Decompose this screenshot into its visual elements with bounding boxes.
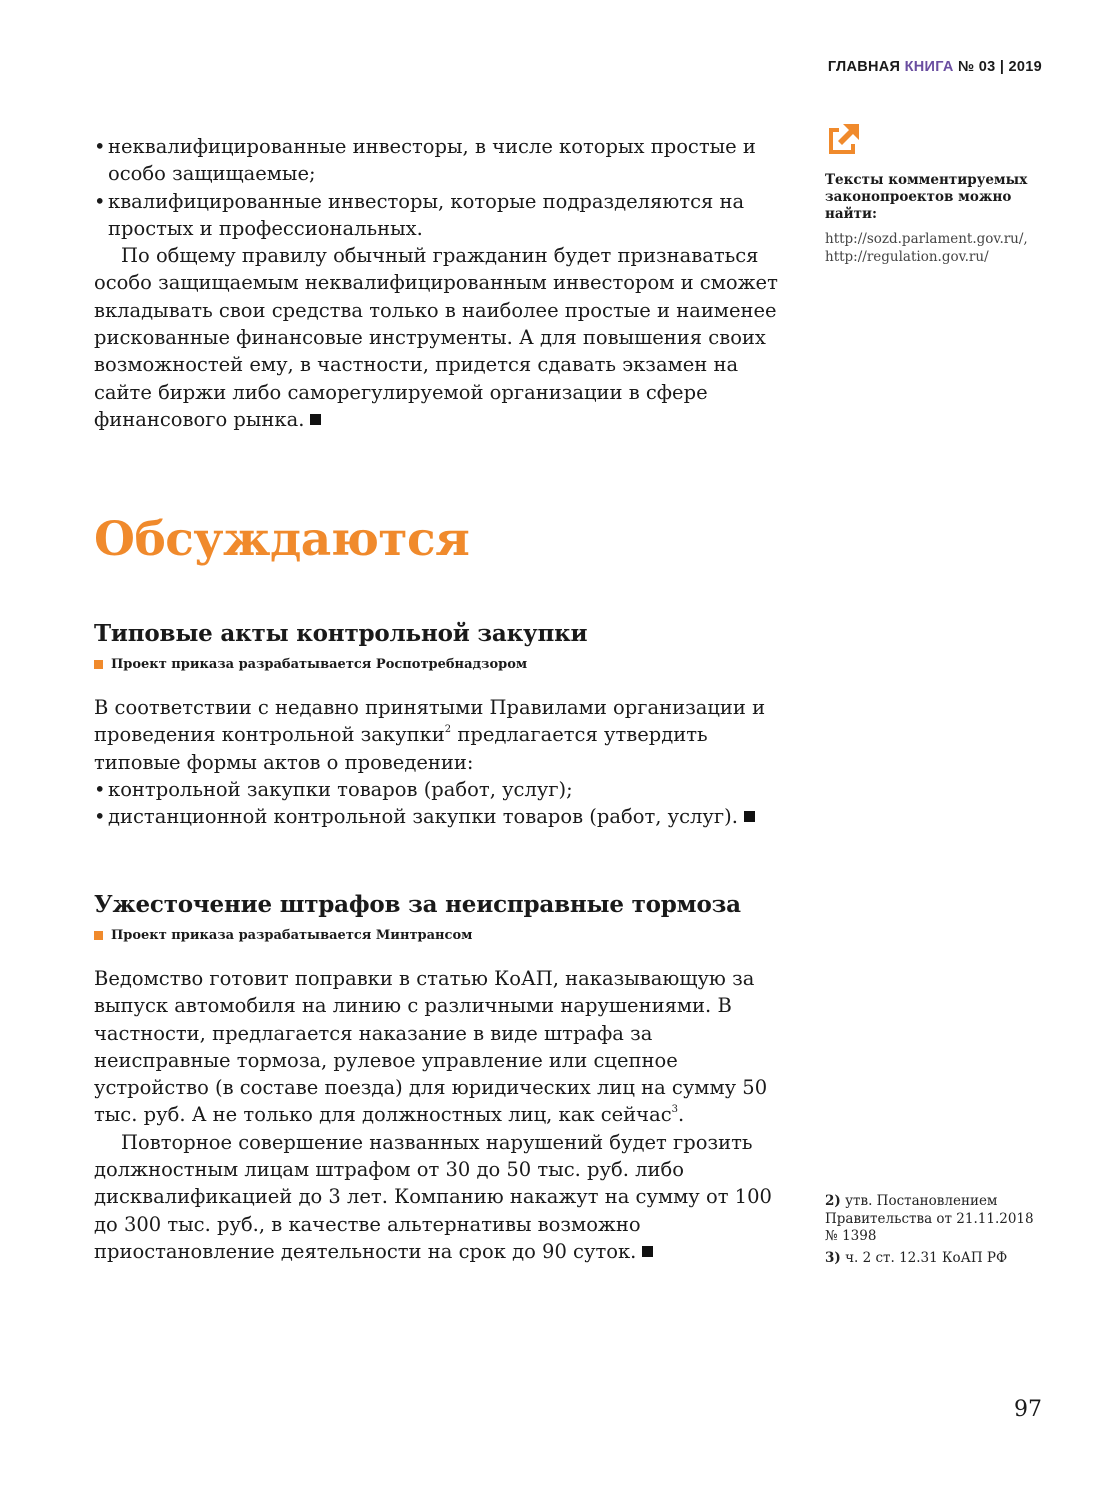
section-title: Обсуждаются [94, 512, 470, 567]
article-paragraph [94, 694, 784, 776]
header-magazine-name-accent: КНИГА [904, 59, 954, 75]
article-bullet-list [94, 776, 784, 831]
list-item: • неквалифицированные инвесторы, в числе которых простые и особо защищаемые; [94, 133, 784, 188]
article-subtitle-text: Проект приказа разрабатывается Роспотребнадзором [111, 657, 528, 672]
article-text: предлагается утвердить типовые формы актов о проведении: [94, 723, 708, 774]
footnote-ref[interactable]: 3 [671, 1104, 678, 1116]
page-number: 97 [1014, 1397, 1042, 1422]
intro-bullet-list [94, 133, 784, 242]
article-subtitle [94, 657, 784, 672]
article-text: Повторное совершение названных нарушений будет грозить должностным лицам штрафом от 30 до 50 тыс. руб. либо дисквалификацией до 3 лет. Компанию накажут на сумму от 100 до 300 тыс. руб., в качестве альтернативы возможно приостановление деятельности на срок до 90 суток. [94, 1130, 772, 1263]
article-text: . [678, 1103, 685, 1127]
orange-square-marker-icon [94, 660, 103, 669]
list-item-text: дистанционной контрольной закупки товаров (работ, услуг). [108, 805, 738, 829]
article-brakes-fines [94, 891, 784, 1265]
link-regulation[interactable]: http://regulation.gov.ru/ [825, 248, 989, 265]
footnote-number: 3) [825, 1249, 841, 1266]
article-text: В соответствии с недавно принятыми Правилами организации и проведения контрольной закупки [94, 696, 766, 747]
footnote-ref[interactable]: 2 [444, 724, 452, 736]
footnote [825, 1193, 1035, 1246]
article-subtitle [94, 928, 784, 943]
article-control-purchase [94, 620, 784, 830]
intro-paragraph-text: По общему правилу обычный гражданин будет признаваться особо защищаемым неквалифицированным инвестором и сможет вкладывать свои средства только в наиболее простые и наименее рискованные финансовые инструменты. А для повышения своих возможностей ему, в частности, придется сдавать экзамен на сайте биржи либо саморегулируемой организации в сфере финансового рынка. [94, 244, 778, 431]
article-paragraph [94, 1129, 784, 1265]
list-item [94, 803, 784, 830]
link-sozd[interactable]: http://sozd.parlament.gov.ru/, [825, 231, 1028, 247]
article-title: Ужесточение штрафов за неисправные тормоза [94, 891, 741, 918]
article-text: Ведомство готовит поправки в статью КоАП, наказывающую за выпуск автомобиля на линию с различными нарушениями. В частности, предлагается наказание в виде штрафа за неисправные тормоза, рулевое управление или сцепное устройство (в составе поезда) для юридических лиц на сумму 50 тыс. руб. А не только для должностных лиц, как сейчас [94, 967, 768, 1127]
footnote-text: ч. 2 ст. 12.31 КоАП РФ [845, 1249, 1008, 1266]
list-item: • квалифицированные инвесторы, которые подразделяются на простых и профессиональных. [94, 188, 784, 243]
end-of-article-mark [744, 811, 755, 822]
end-of-article-mark [310, 414, 321, 425]
footnote-number: 2) [825, 1193, 841, 1209]
running-header [828, 59, 1042, 75]
article-title: Типовые акты контрольной закупки [94, 620, 588, 647]
header-issue: № 03 | 2019 [958, 59, 1042, 75]
list-item: • контрольной закупки товаров (работ, услуг); [94, 776, 784, 803]
orange-square-marker-icon [94, 931, 103, 940]
sidebar-note-title: Тексты комментируемых законопроектов можно найти: [825, 172, 1028, 222]
article-subtitle-text: Проект приказа разрабатывается Минтрансом [111, 928, 473, 943]
sidebar-note [825, 122, 1040, 266]
header-magazine-name: ГЛАВНАЯ [827, 59, 901, 75]
footnotes [825, 1193, 1035, 1271]
footnote [825, 1250, 1035, 1268]
article-paragraph [94, 965, 784, 1129]
intro-paragraph [94, 242, 784, 433]
external-link-icon [825, 122, 861, 158]
footnote-text: утв. Постановлением Правительства от 21.11.2018 № 1398 [825, 1193, 1034, 1244]
intro-block [94, 133, 784, 433]
end-of-article-mark [642, 1246, 653, 1257]
